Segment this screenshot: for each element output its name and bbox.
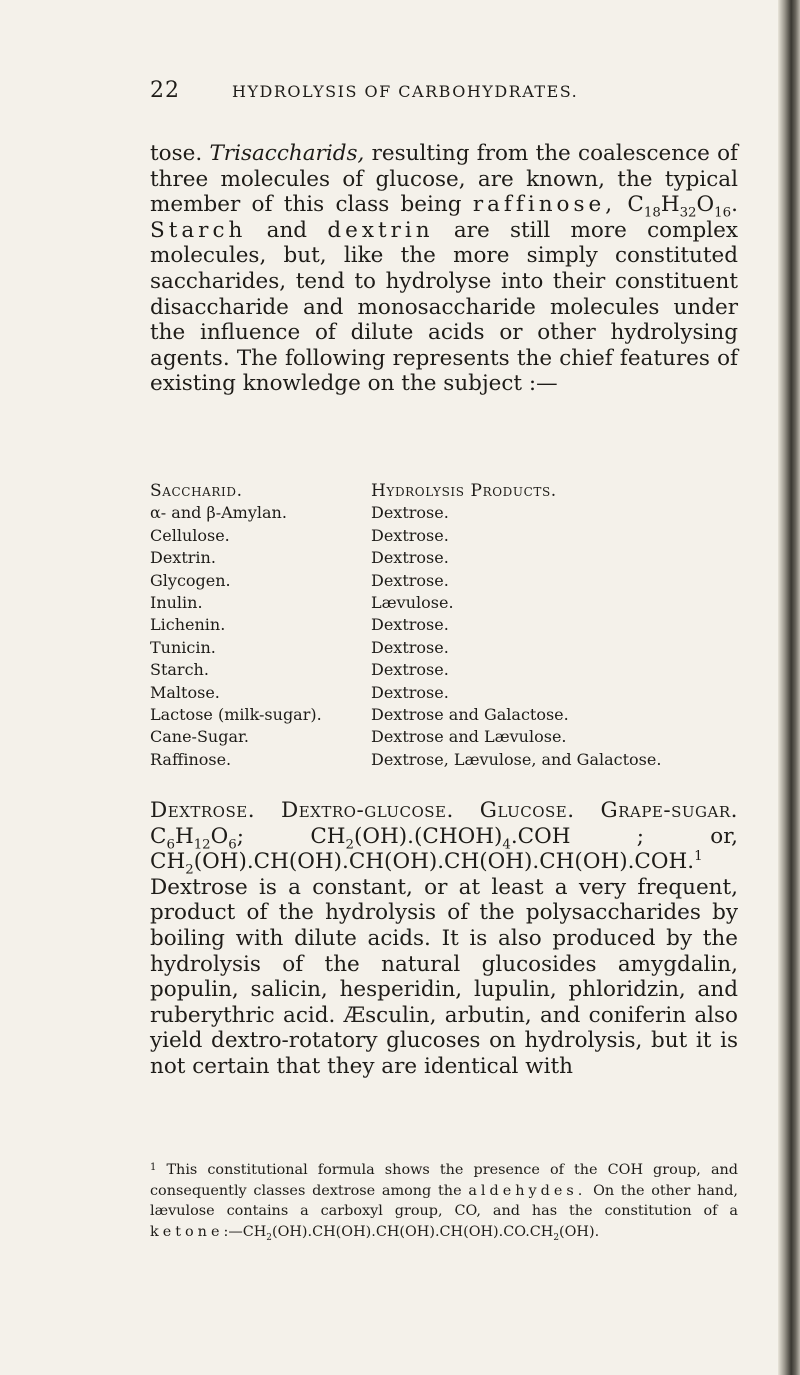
products-cell: Dextrose. (371, 525, 449, 545)
products-cell: Dextrose and Galactose. (371, 704, 569, 724)
term-ketone: ketone (150, 1223, 224, 1240)
saccharid-cell: Raffinose. (150, 749, 232, 769)
term-aldehydes: aldehydes. (468, 1182, 587, 1199)
products-cell: Dextrose. (371, 615, 449, 635)
table-row (150, 727, 760, 749)
text-span: tose. (150, 141, 203, 166)
table-row (150, 660, 760, 682)
footnote-reference: 1 (694, 849, 703, 865)
saccharid-cell: Tunicin. (150, 637, 216, 657)
formula-empirical: $C_6H_{12}O_6$; (150, 823, 245, 852)
formula-condensed: $CH_2(OH).(CHOH)_4.COH$ ; or, (310, 823, 738, 852)
running-head: HYDROLYSIS OF CARBOHYDRATES. (232, 82, 579, 101)
table-row (150, 593, 760, 615)
saccharid-cell: α- and β-Amylan. (150, 503, 287, 523)
term-trisaccharids: Trisaccharids, (209, 141, 365, 166)
term-dextrin: dextrin (327, 217, 434, 243)
text-span: This constitutional formula shows the presence of the COH group, and consequently classes dextrose among the (150, 1162, 738, 1199)
table-row (150, 526, 760, 548)
table-row (150, 683, 760, 705)
products-cell: Dextrose. (371, 637, 449, 657)
term-starch: Starch (150, 217, 247, 243)
saccharid-cell: Starch. (150, 660, 209, 680)
formula-laevulose: $:—CH_2(OH).CH(OH).CH(OH).CH(OH).CO.CH_2(OH)$. (223, 1223, 600, 1243)
table-row (150, 750, 760, 772)
products-cell: Dextrose. (371, 548, 449, 568)
products-cell: Dextrose. (371, 570, 449, 590)
text-span: and (266, 217, 308, 243)
paragraph-trisaccharids (150, 141, 738, 397)
table-row (150, 503, 760, 525)
text-span: On the other hand, lævulose contains a carboxyl group, CO, and has the constitution of a (150, 1182, 738, 1219)
formula-raffinose: $C_{18}H_{32}O_{16}$. (627, 192, 738, 221)
saccharid-cell: Lactose (milk-sugar). (150, 704, 322, 724)
table-row (150, 638, 760, 660)
saccharid-cell: Dextrin. (150, 548, 216, 568)
column-header-products: Hydrolysis Products. (371, 481, 557, 501)
section-heading-dextrose: Dextrose. Dextro-glucose. Glucose. Grape-sugar. (150, 798, 738, 823)
saccharid-cell: Maltose. (150, 682, 220, 702)
saccharid-cell: Cellulose. (150, 525, 230, 545)
products-cell: Dextrose and Lævulose. (371, 727, 567, 747)
page-header (0, 78, 780, 108)
paragraph-dextrose (150, 798, 738, 1080)
book-binding-edge (778, 0, 800, 1375)
table-row (150, 548, 760, 570)
saccharid-cell: Cane-Sugar. (150, 727, 249, 747)
products-cell: Dextrose. (371, 682, 449, 702)
hydrolysis-table (150, 481, 760, 772)
saccharid-cell: Lichenin. (150, 615, 226, 635)
table-header-row (150, 481, 760, 503)
table-row (150, 571, 760, 593)
products-cell: Dextrose. (371, 503, 449, 523)
products-cell: Dextrose. (371, 660, 449, 680)
table-row (150, 615, 760, 637)
saccharid-cell: Glycogen. (150, 570, 231, 590)
text-span: resulting from the coalescence of three molecules of glucose, are known, the typical member of this class being (150, 141, 738, 218)
products-cell: Lævulose. (371, 592, 454, 612)
text-span: are still more complex molecules, but, like the more simply constituted saccharides, tend to hydrolyse into their constituent disaccharide and monosaccharide molecules under the influence of dilute acids or other hydrolysing agents. The following represents the chief features of existing knowledge on the subject :— (150, 217, 738, 397)
products-cell: Dextrose, Lævulose, and Galactose. (371, 749, 662, 769)
formula-constitutional: $CH_2(OH).CH(OH).CH(OH).CH(OH).CH(OH).COH.^1$ (150, 849, 703, 878)
table-row (150, 705, 760, 727)
footnote (150, 1158, 738, 1242)
column-header-saccharid: Saccharid. (150, 481, 243, 501)
saccharid-cell: Inulin. (150, 592, 203, 612)
footnote-marker: 1 (150, 1162, 157, 1173)
page-number: 22 (150, 78, 180, 103)
text-span: Dextrose is a constant, or at least a very frequent, product of the hydrolysis of the polysaccharides by boiling with dilute acids. It is also produced by the hydrolysis of the natural glucosides amygdalin, populin, salicin, hesperidin, lupulin, phloridzin, and ruberythric acid. Æsculin, arbutin, and coniferin also yield dextro-rotatory glucoses on hydrolysis, but it is not certain that they are identical with (150, 874, 738, 1079)
term-raffinose: raffinose, (472, 192, 617, 218)
